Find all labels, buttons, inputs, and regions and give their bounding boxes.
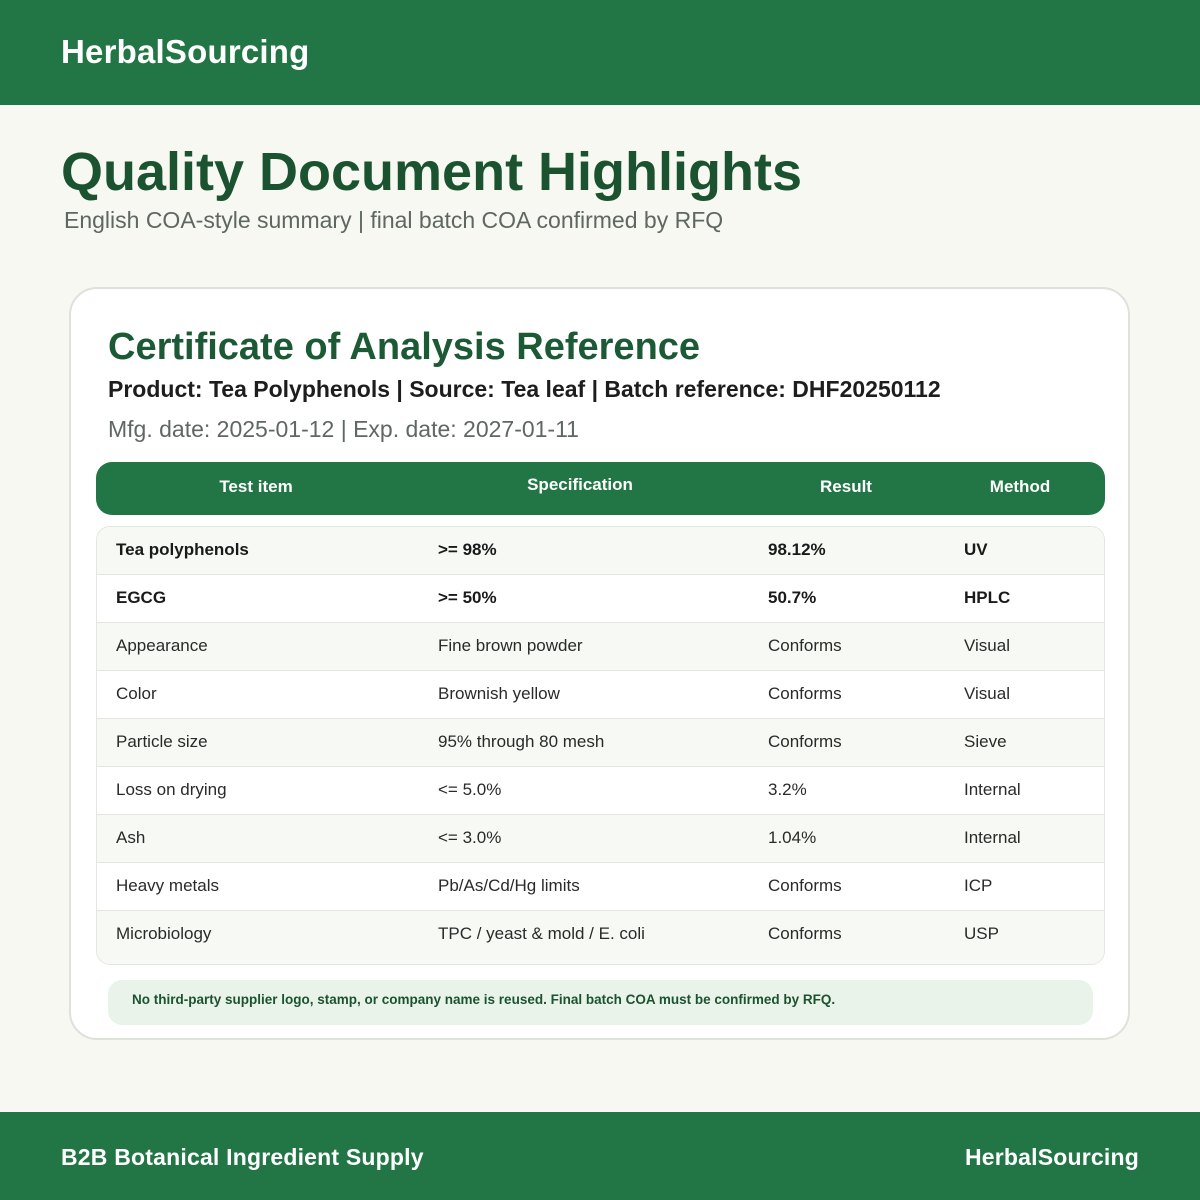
coa-dates-line: Mfg. date: 2025-01-12 | Exp. date: 2027-01-11 xyxy=(108,416,579,442)
table-row xyxy=(97,671,1104,719)
table-row xyxy=(97,815,1104,863)
method-cell: Visual xyxy=(964,684,1010,703)
result-cell: 1.04% xyxy=(768,828,817,847)
disclaimer-note xyxy=(108,980,1093,1025)
method-cell: Sieve xyxy=(964,732,1007,751)
result-cell: Conforms xyxy=(768,876,842,895)
top-header-bar xyxy=(0,0,1200,105)
footer-bar xyxy=(0,1112,1200,1200)
specification-cell: <= 3.0% xyxy=(438,828,502,847)
method-cell: Internal xyxy=(964,780,1021,799)
method-cell: Visual xyxy=(964,636,1010,655)
column-header-specification: Specification xyxy=(527,475,633,494)
specification-cell: >= 98% xyxy=(438,540,497,559)
method-cell: USP xyxy=(964,924,999,943)
test-item-cell: Ash xyxy=(116,828,146,847)
method-cell: Internal xyxy=(964,828,1021,847)
test-item-cell: Appearance xyxy=(116,636,208,655)
specification-cell: >= 50% xyxy=(438,588,497,607)
specification-cell: <= 5.0% xyxy=(438,780,502,799)
method-cell: HPLC xyxy=(964,588,1011,607)
method-cell: ICP xyxy=(964,876,993,895)
coa-product-line: Product: Tea Polyphenols | Source: Tea leaf | Batch reference: DHF20250112 xyxy=(108,376,941,402)
specification-cell: Fine brown powder xyxy=(438,636,583,655)
page-title: Quality Document Highlights xyxy=(61,142,803,202)
test-item-cell: Tea polyphenols xyxy=(116,540,249,559)
page-subtitle: English COA-style summary | final batch COA confirmed by RFQ xyxy=(64,207,724,233)
column-header-method: Method xyxy=(989,477,1051,496)
specification-cell: 95% through 80 mesh xyxy=(438,732,605,751)
test-item-cell: Microbiology xyxy=(116,924,212,943)
result-cell: 98.12% xyxy=(768,540,826,559)
table-row xyxy=(97,527,1104,575)
coa-table-header xyxy=(96,462,1105,515)
result-cell: Conforms xyxy=(768,684,842,703)
result-cell: Conforms xyxy=(768,732,842,751)
footer-tagline: B2B Botanical Ingredient Supply xyxy=(61,1144,424,1170)
test-item-cell: Heavy metals xyxy=(116,876,219,895)
coa-card-title: Certificate of Analysis Reference xyxy=(108,326,701,368)
test-item-cell: EGCG xyxy=(116,588,167,607)
test-item-cell: Particle size xyxy=(116,732,208,751)
table-row xyxy=(97,863,1104,911)
table-row xyxy=(97,767,1104,815)
test-item-cell: Loss on drying xyxy=(116,780,227,799)
disclaimer-note-text: No third-party supplier logo, stamp, or company name is reused. Final batch COA must be confirmed by RFQ. xyxy=(132,992,836,1007)
result-cell: Conforms xyxy=(768,636,842,655)
column-header-result: Result xyxy=(820,477,872,496)
specification-cell: TPC / yeast & mold / E. coli xyxy=(438,924,645,943)
table-row xyxy=(97,719,1104,767)
table-row xyxy=(97,575,1104,623)
specification-cell: Pb/As/Cd/Hg limits xyxy=(438,876,580,895)
column-header-test-item: Test item xyxy=(219,477,293,496)
method-cell: UV xyxy=(964,540,988,559)
test-item-cell: Color xyxy=(116,684,157,703)
result-cell: Conforms xyxy=(768,924,842,943)
result-cell: 3.2% xyxy=(768,780,807,799)
brand-logo-text[interactable]: HerbalSourcing xyxy=(61,33,310,70)
coa-table-body xyxy=(96,526,1105,965)
result-cell: 50.7% xyxy=(768,588,817,607)
table-row xyxy=(97,623,1104,671)
specification-cell: Brownish yellow xyxy=(438,684,560,703)
footer-brand[interactable]: HerbalSourcing xyxy=(964,1144,1139,1170)
table-row xyxy=(97,911,1104,965)
